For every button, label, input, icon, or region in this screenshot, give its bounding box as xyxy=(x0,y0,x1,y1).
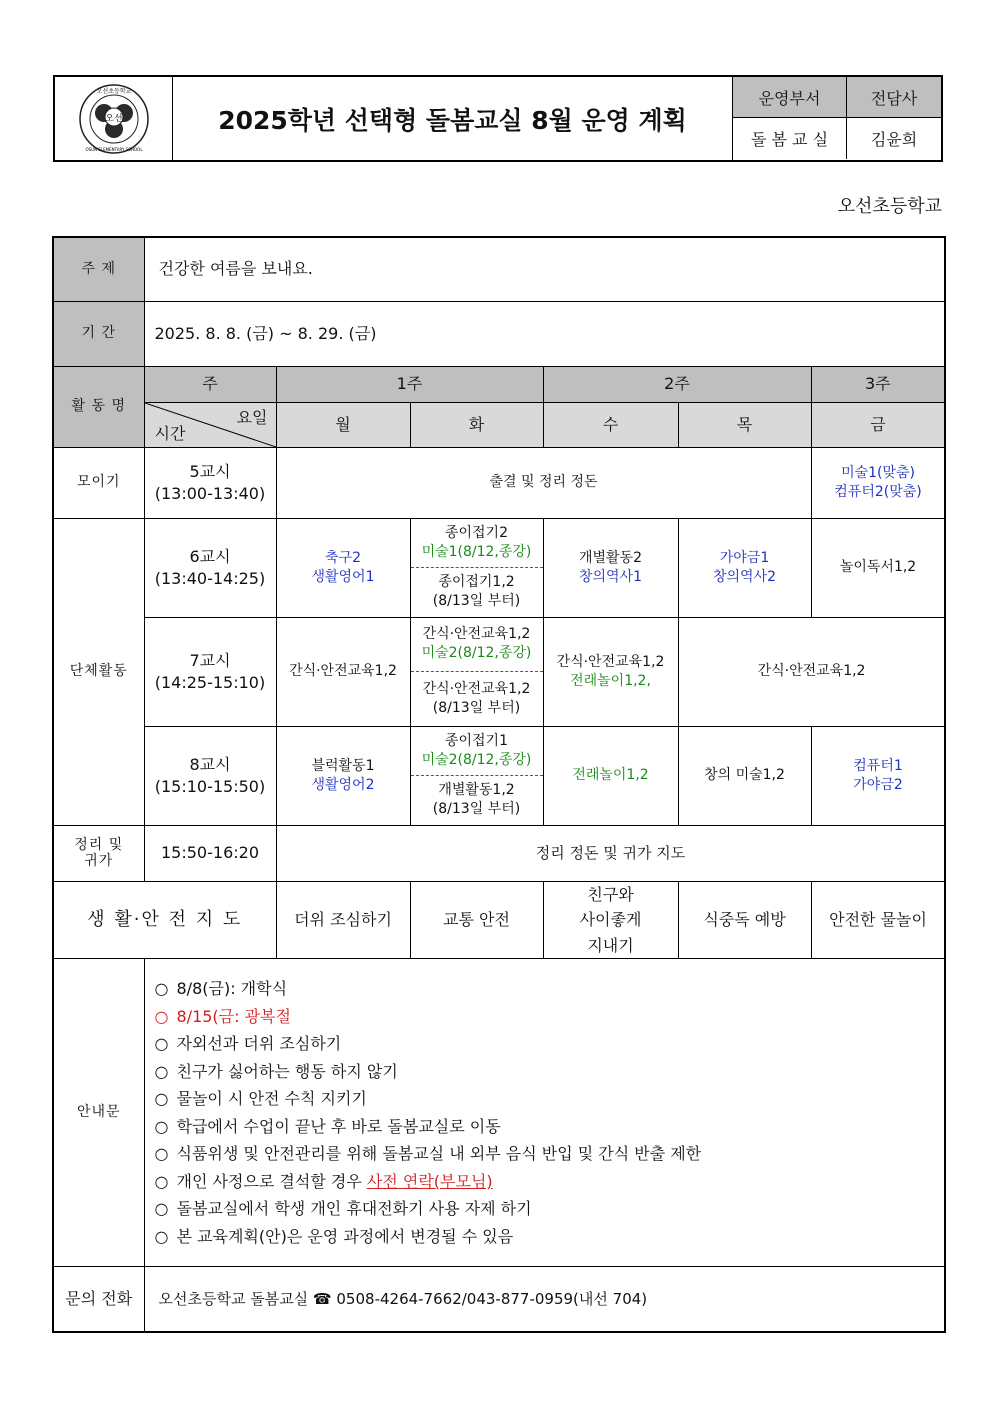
p7-period: 7교시 xyxy=(189,650,231,670)
safety-fri: 안전한 물놀이 xyxy=(811,881,945,959)
notice-row xyxy=(53,959,945,1267)
notice-item: ○ 본 교육계획(안)은 운영 과정에서 변경될 수 있음 xyxy=(154,1226,514,1246)
week-label: 주 xyxy=(144,366,276,402)
p6-time-cell xyxy=(144,518,276,617)
p8-fri-2: 가야금2 xyxy=(853,776,903,793)
period-row xyxy=(53,301,945,366)
manager-label: 전담사 xyxy=(847,77,941,118)
safety-label: 생 활·안 전 지 도 xyxy=(53,881,276,959)
p6-tue-b1: 종이접기1,2 xyxy=(438,574,515,591)
safety-tue: 교통 안전 xyxy=(410,881,543,959)
p8-mon xyxy=(276,726,410,825)
period-value: 2025. 8. 8. (금) ~ 8. 29. (금) xyxy=(144,301,945,366)
p7-tue-b2: (8/13일 부터) xyxy=(432,699,521,716)
notice-list xyxy=(145,975,945,1250)
week-3: 3주 xyxy=(811,366,945,402)
notice-item: ○ 식품위생 및 안전관리를 위해 돌봄교실 내 외부 음식 반입 및 간식 반출 제한 xyxy=(154,1144,702,1164)
p6-tue xyxy=(410,518,543,617)
p7-tue-b1: 간식·안전교육1,2 xyxy=(422,680,531,697)
p7-tue xyxy=(410,617,543,726)
gathering-fri-2: 컴퓨터2(맞춤) xyxy=(834,483,922,500)
notice-item: ○ 물놀이 시 안전 수칙 지키기 xyxy=(154,1089,367,1109)
dismissal-label-2: 귀가 xyxy=(84,853,114,869)
notice-item: ○ 돌봄교실에서 학생 개인 휴대전화기 사용 자제 하기 xyxy=(154,1199,532,1219)
notice-item: ○ 개인 사정으로 결석할 경우 사전 연락(부모님) xyxy=(154,1171,493,1191)
contact-label: 문의 전화 xyxy=(53,1267,144,1332)
day-wed: 수 xyxy=(543,402,678,447)
p7-tue-a2: 미술2(8/12,종강) xyxy=(421,645,532,662)
p7-thu-fri: 간식·안전교육1,2 xyxy=(678,617,945,726)
p8-wed: 전래놀이1,2 xyxy=(543,726,678,825)
gathering-period: 5교시 xyxy=(189,461,231,481)
p7-wed-2: 전래놀이1,2, xyxy=(570,672,651,689)
p6-thu-1: 가야금1 xyxy=(719,549,770,566)
p6-mon-1: 축구2 xyxy=(325,549,361,566)
day-row xyxy=(53,402,945,447)
p8-fri xyxy=(811,726,945,825)
contact-value: 오선초등학교 돌봄교실 ☎ 0508-4264-7662/043-877-0959(내선 704) xyxy=(144,1267,945,1332)
p7-wed xyxy=(543,617,678,726)
dismissal-row xyxy=(53,825,945,881)
activity-label: 활 동 명 xyxy=(53,366,144,447)
time-label: 시간 xyxy=(154,423,186,443)
logo-mark-text: 오선 xyxy=(104,113,123,124)
day-time-corner xyxy=(144,402,276,447)
p8-thu: 창의 미술1,2 xyxy=(678,726,811,825)
p8-period: 8교시 xyxy=(189,754,231,774)
gathering-time-cell xyxy=(144,447,276,518)
p8-mon-2: 생활영어2 xyxy=(311,776,375,793)
dismissal-label xyxy=(53,825,144,881)
dismissal-content: 정리 정돈 및 귀가 지도 xyxy=(276,825,945,881)
period-label: 기 간 xyxy=(53,301,144,366)
p8-time-cell xyxy=(144,726,276,825)
p8-time: (15:10-15:50) xyxy=(154,776,266,796)
gathering-time: (13:00-13:40) xyxy=(154,483,266,503)
p8-tue-a2: 미술2(8/12,종강) xyxy=(421,751,532,768)
week-row xyxy=(53,366,945,402)
gathering-row xyxy=(53,447,945,518)
p8-fri-1: 컴퓨터1 xyxy=(853,757,903,774)
p7-mon: 간식·안전교육1,2 xyxy=(276,617,410,726)
logo-korean-text: 오선초등학교 xyxy=(96,87,131,95)
period-8-row xyxy=(53,726,945,825)
p7-time: (14:25-15:10) xyxy=(154,672,266,692)
safety-mon: 더위 조심하기 xyxy=(276,881,410,959)
p8-tue xyxy=(410,726,543,825)
p6-mon-2: 생활영어1 xyxy=(311,568,375,585)
notice-item: ○ 자외선과 더위 조심하기 xyxy=(154,1034,342,1054)
week-2: 2주 xyxy=(543,366,811,402)
p8-mon-1: 블럭활동1 xyxy=(311,757,375,774)
p8-tue-b1: 개별활동1,2 xyxy=(438,782,515,799)
notice-label: 안내문 xyxy=(53,959,144,1267)
p6-tue-a1: 종이접기2 xyxy=(444,524,508,541)
p6-wed-2: 창의역사1 xyxy=(578,568,642,585)
gathering-fri xyxy=(811,447,945,518)
document-header xyxy=(53,75,943,162)
p6-tue-b2: (8/13일 부터) xyxy=(432,593,521,610)
p6-time: (13:40-14:25) xyxy=(154,568,266,588)
day-label: 요일 xyxy=(236,407,268,427)
p6-mon xyxy=(276,518,410,617)
p7-wed-1: 간식·안전교육1,2 xyxy=(556,653,665,670)
school-name: 오선초등학교 xyxy=(837,196,942,217)
safety-wed-1: 친구와 xyxy=(587,884,634,904)
safety-wed-2: 사이좋게 xyxy=(579,910,642,930)
p6-tue-a2: 미술1(8/12,종강) xyxy=(421,543,532,560)
contact-row xyxy=(53,1267,945,1332)
p7-tue-a1: 간식·안전교육1,2 xyxy=(422,626,531,643)
notice-item: ○ 8/15(금: 광복절 xyxy=(154,1006,291,1026)
p7-time-cell xyxy=(144,617,276,726)
day-mon: 월 xyxy=(276,402,410,447)
safety-thu: 식중독 예방 xyxy=(678,881,811,959)
dismissal-time: 15:50-16:20 xyxy=(144,825,276,881)
p8-tue-b2: (8/13일 부터) xyxy=(432,801,521,818)
safety-wed-3: 지내기 xyxy=(587,935,634,955)
logo-english-text: OSUN ELEMENTARY SCHOOL xyxy=(84,146,143,152)
day-fri: 금 xyxy=(811,402,945,447)
dismissal-label-1: 정리 및 xyxy=(74,836,124,853)
group-label: 단체활동 xyxy=(53,518,144,825)
logo-cell xyxy=(55,77,173,160)
p6-period: 6교시 xyxy=(189,546,231,566)
notice-item: ○ 친구가 싫어하는 행동 하지 않기 xyxy=(154,1061,398,1081)
gathering-label: 모이기 xyxy=(53,447,144,518)
gathering-fri-1: 미술1(맞춤) xyxy=(841,464,915,481)
period-7-row xyxy=(53,617,945,726)
p6-wed-1: 개별활동2 xyxy=(578,549,642,566)
school-emblem-icon xyxy=(78,83,150,155)
period-6-row xyxy=(53,518,945,617)
theme-label: 주 제 xyxy=(53,237,144,301)
safety-row xyxy=(53,881,945,959)
notice-item: ○ 8/8(금): 개학식 xyxy=(154,979,288,999)
dept-label: 운영부서 xyxy=(733,77,847,118)
day-thu: 목 xyxy=(678,402,811,447)
safety-wed xyxy=(543,881,678,959)
notice-item: ○ 학급에서 수업이 끝난 후 바로 돌봄교실로 이동 xyxy=(154,1116,501,1136)
week-1: 1주 xyxy=(276,366,543,402)
p6-fri: 놀이독서1,2 xyxy=(811,518,945,617)
day-tue: 화 xyxy=(410,402,543,447)
page-title: 2025학년 선택형 돌봄교실 8월 운영 계획 xyxy=(173,77,733,160)
gathering-content: 출결 및 정리 정돈 xyxy=(276,447,811,518)
schedule-table xyxy=(52,236,946,1333)
p6-thu xyxy=(678,518,811,617)
notice-highlight: 사전 연락(부모님) xyxy=(366,1171,493,1191)
notice-content xyxy=(144,959,945,1267)
p8-tue-a1: 종이접기1 xyxy=(444,732,508,749)
manager-value: 김윤희 xyxy=(870,130,918,149)
theme-row xyxy=(53,237,945,301)
dept-value: 돌 봄 교 실 xyxy=(733,118,847,159)
theme-value: 건강한 여름을 보내요. xyxy=(144,237,945,301)
p6-wed xyxy=(543,518,678,617)
p6-thu-2: 창의역사2 xyxy=(712,568,776,585)
